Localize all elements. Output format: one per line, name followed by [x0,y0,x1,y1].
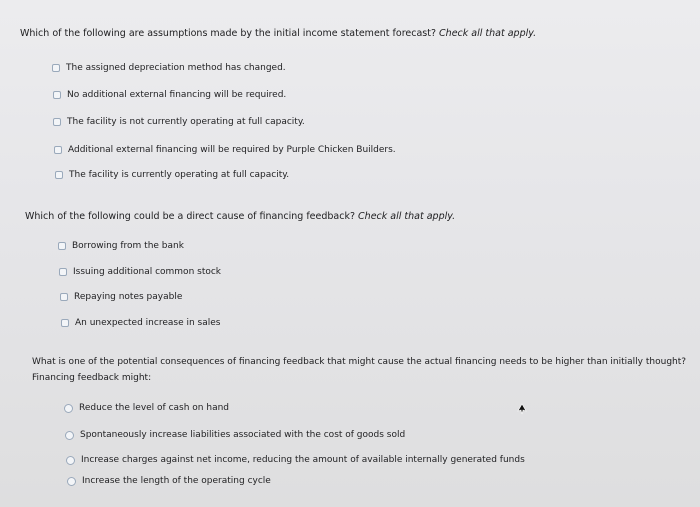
option-label: Issuing additional common stock [73,267,222,277]
option-label: Increase charges against net income, reducing the amount of available internally generated funds [81,455,525,465]
checkbox[interactable] [59,268,67,276]
question-2 [25,210,455,224]
checkbox[interactable] [52,64,60,72]
q2-option-4[interactable] [61,318,220,328]
question-2-instruction: Check all that apply. [358,211,456,222]
q2-option-2[interactable] [59,267,221,277]
q1-option-2[interactable] [53,90,286,100]
question-1-text: Which of the following are assumptions made by the initial income statement forecast? [20,28,437,39]
checkbox[interactable] [61,319,69,327]
radio-button[interactable] [65,431,74,440]
option-label: Increase the length of the operating cycle [82,476,271,486]
checkbox[interactable] [55,171,63,179]
option-label: The facility is currently operating at full capacity. [69,170,290,180]
option-label: No additional external financing will be required. [67,90,287,100]
checkbox[interactable] [53,118,61,126]
q3-option-1[interactable] [64,403,229,413]
radio-button[interactable] [64,404,73,413]
question-3 [32,355,692,385]
q1-option-4[interactable] [54,145,396,155]
option-label: Reduce the level of cash on hand [79,403,230,413]
q1-option-1[interactable] [52,63,286,73]
option-label: Repaying notes payable [74,292,183,302]
option-label: Spontaneously increase liabilities associated with the cost of goods sold [80,430,406,440]
option-label: Additional external financing will be required by Purple Chicken Builders. [68,145,396,155]
mouse-pointer-icon [517,403,527,415]
radio-button[interactable] [66,456,75,465]
checkbox[interactable] [53,91,61,99]
q2-option-3[interactable] [60,292,182,302]
q3-option-4[interactable] [67,476,271,486]
option-label: An unexpected increase in sales [75,318,221,328]
question-3-text: What is one of the potential consequences of financing feedback that might cause the actual financing needs to be higher than initially thought? [32,357,687,367]
option-label: The assigned depreciation method has changed. [66,63,286,73]
q3-option-3[interactable] [66,455,525,465]
question-2-text: Which of the following could be a direct cause of financing feedback? [25,211,356,222]
option-label: Borrowing from the bank [72,241,184,251]
option-label: The facility is not currently operating at full capacity. [67,117,305,127]
checkbox[interactable] [54,146,62,154]
radio-button[interactable] [67,477,76,486]
question-1-instruction: Check all that apply. [439,28,537,39]
checkbox[interactable] [58,242,66,250]
checkbox[interactable] [60,293,68,301]
q3-option-2[interactable] [65,430,405,440]
q1-option-3[interactable] [53,117,305,127]
question-3-prompt: Financing feedback might: [32,373,152,383]
question-1 [20,27,536,41]
q2-option-1[interactable] [58,241,184,251]
q1-option-5[interactable] [55,170,289,180]
